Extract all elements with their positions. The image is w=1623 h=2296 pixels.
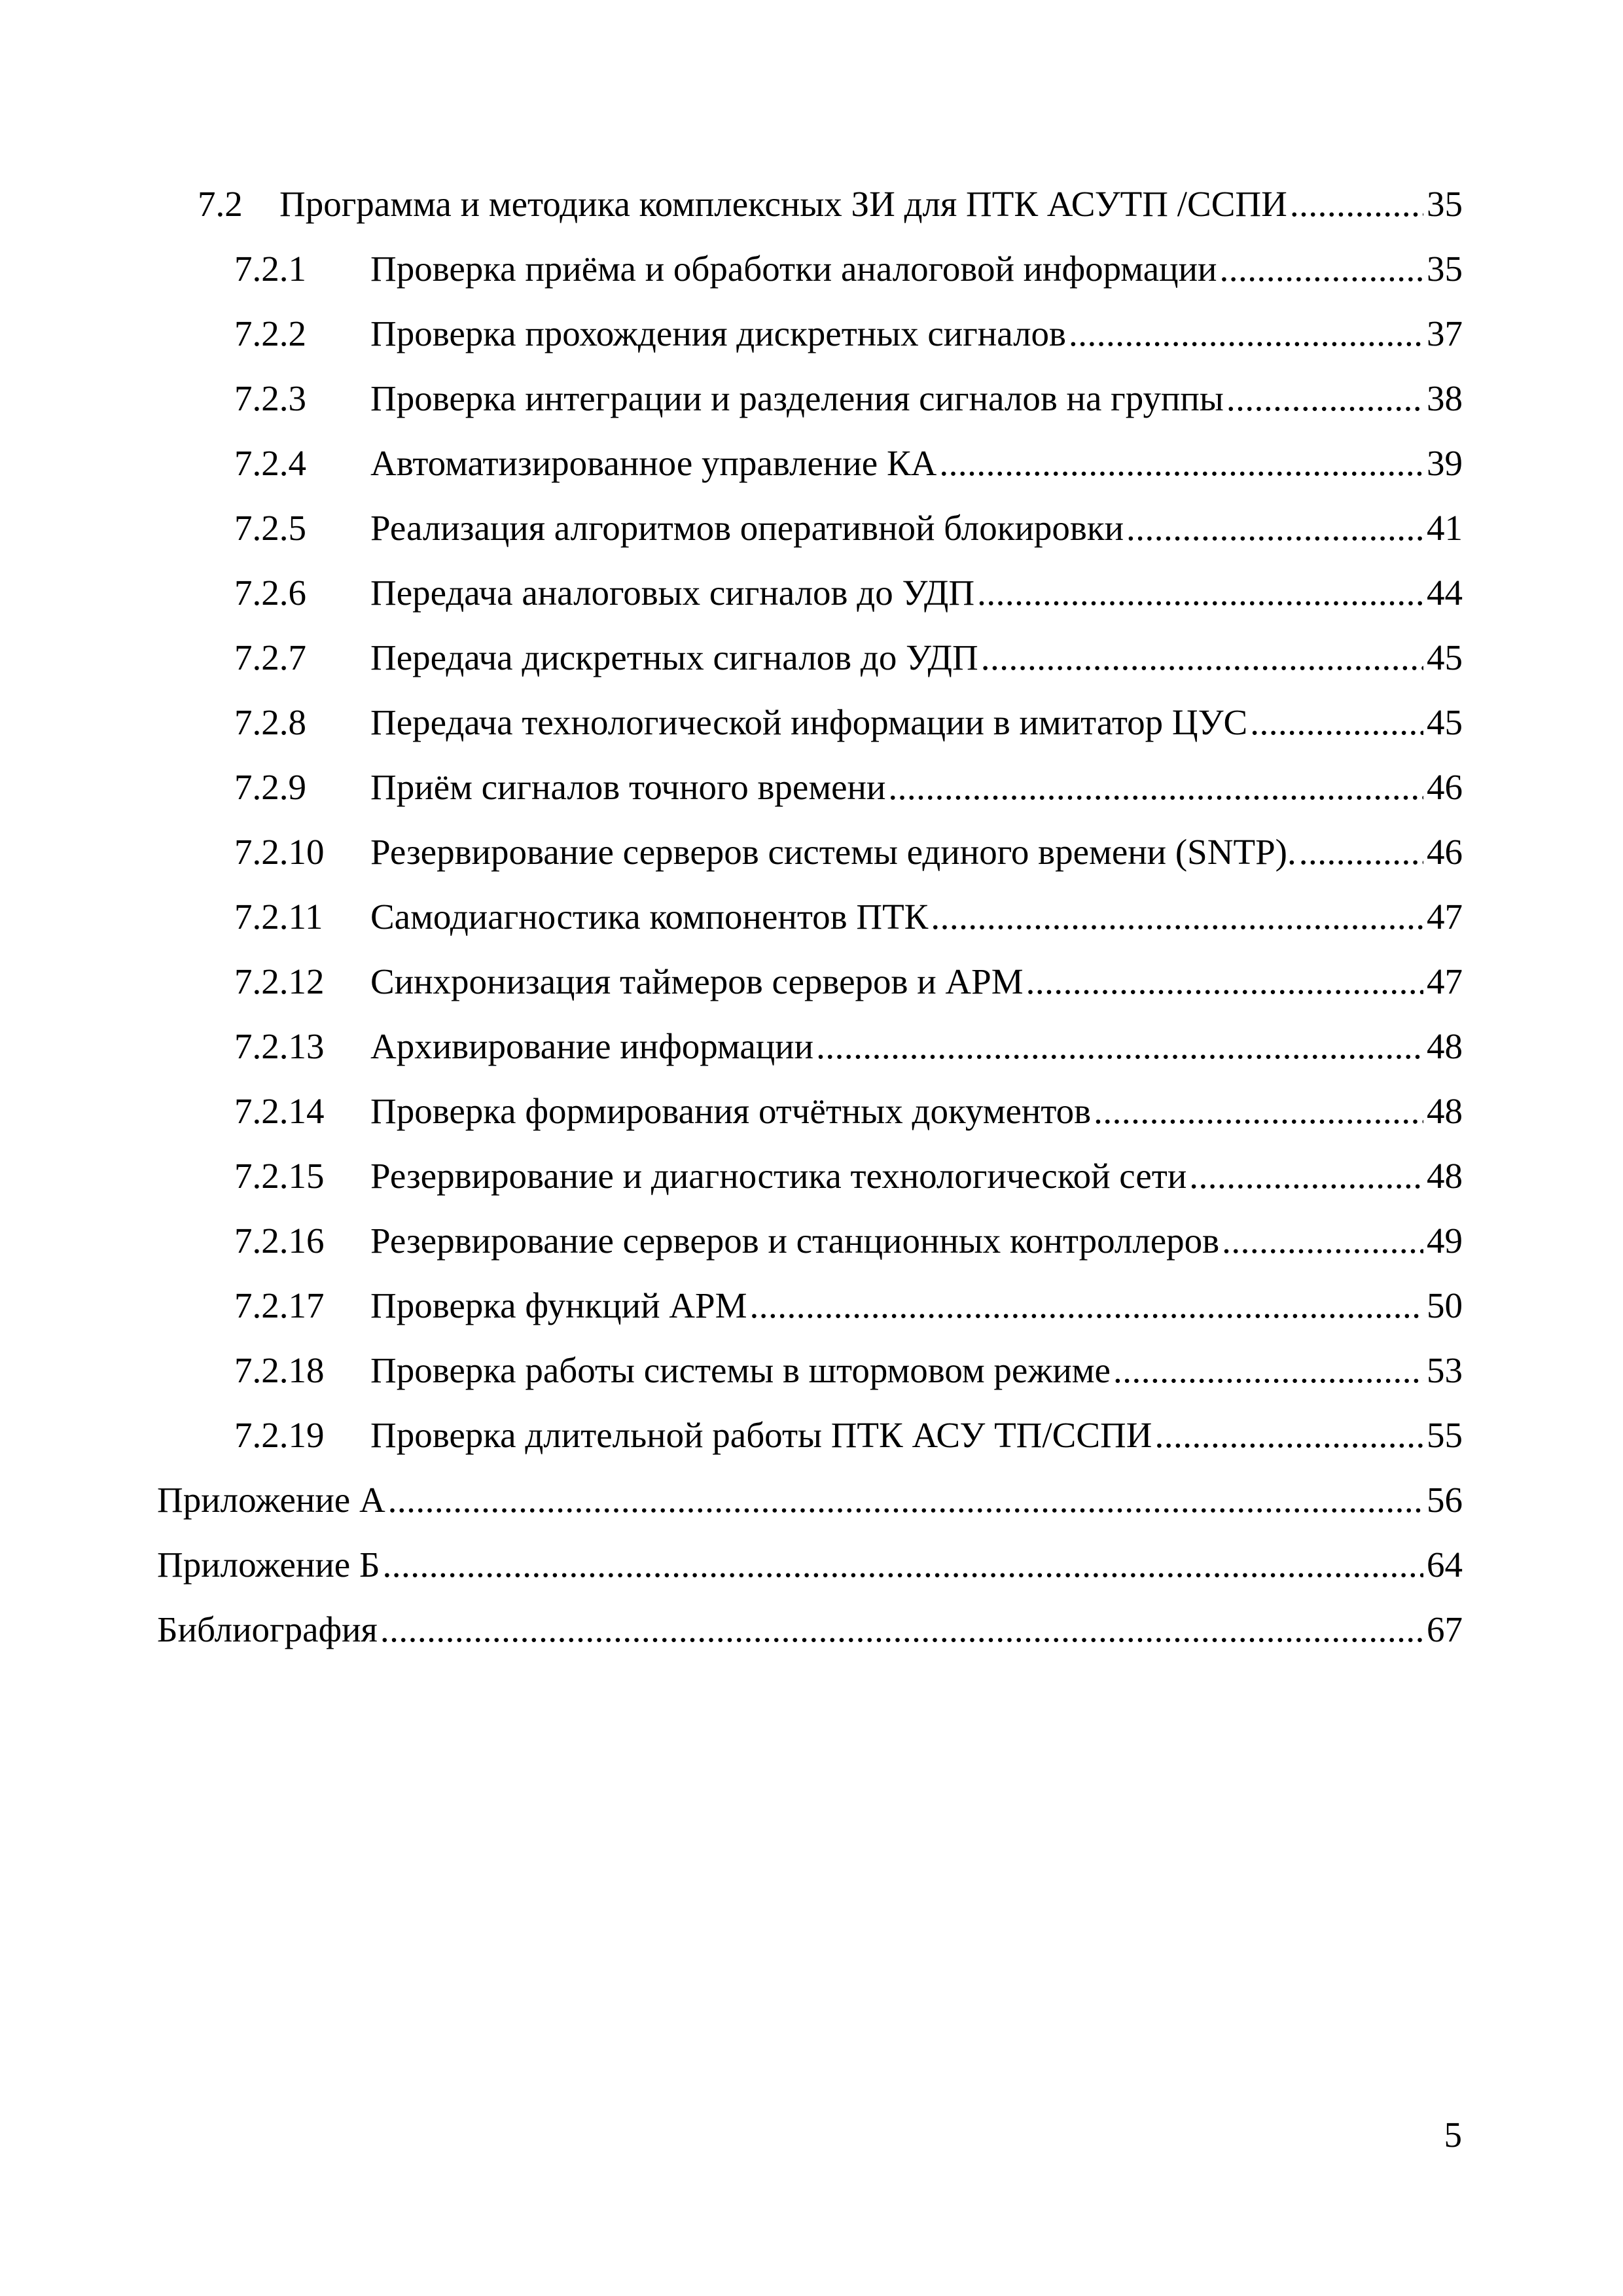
toc-entry-page: 35 xyxy=(1427,184,1463,224)
toc-entry[interactable] xyxy=(157,560,1463,625)
toc-entry-page: 45 xyxy=(1427,637,1463,677)
toc-dot-leader xyxy=(1154,1403,1423,1467)
toc-dot-leader xyxy=(816,1014,1423,1079)
toc-entry[interactable] xyxy=(157,1079,1463,1143)
toc-dot-leader xyxy=(1126,495,1423,560)
toc-entry-page: 48 xyxy=(1427,1156,1463,1196)
toc-entry-number: 7.2.5 xyxy=(234,508,306,548)
toc-entry[interactable] xyxy=(157,366,1463,431)
toc-entry[interactable] xyxy=(157,1208,1463,1273)
toc-entry-page: 38 xyxy=(1427,378,1463,418)
toc-entry-number: 7.2.19 xyxy=(234,1415,325,1455)
toc-entry-page: 37 xyxy=(1427,314,1463,353)
toc-entry[interactable] xyxy=(157,1273,1463,1338)
toc-entry-title: Резервирование и диагностика технологической сети xyxy=(370,1156,1187,1196)
toc-entry-number: 7.2.10 xyxy=(234,832,325,872)
toc-entry-page: 64 xyxy=(1427,1545,1463,1585)
toc-entry-number: 7.2.16 xyxy=(234,1221,325,1261)
toc-entry-number: 7.2.4 xyxy=(234,443,306,483)
toc-entry-number: 7.2.3 xyxy=(234,378,306,418)
toc-entry-page: 48 xyxy=(1427,1091,1463,1131)
toc-entry-title: Передача аналоговых сигналов до УДП xyxy=(370,573,975,613)
toc-entry-number: 7.2.18 xyxy=(234,1350,325,1390)
toc-entry-page: 47 xyxy=(1427,961,1463,1001)
toc-dot-leader xyxy=(388,1467,1423,1532)
toc-entry[interactable] xyxy=(157,625,1463,690)
toc-dot-leader xyxy=(383,1532,1423,1597)
toc-entry-page: 45 xyxy=(1427,702,1463,742)
toc-dot-leader xyxy=(977,560,1423,625)
toc-entry-title: Проверка формирования отчётных документов xyxy=(370,1091,1092,1131)
toc-entry-number: 7.2.15 xyxy=(234,1156,325,1196)
toc-dot-leader xyxy=(750,1273,1423,1338)
toc-dot-leader xyxy=(1226,366,1423,431)
toc-entry-title: Проверка приёма и обработки аналоговой информации xyxy=(370,249,1217,289)
toc-dot-leader xyxy=(939,431,1423,495)
toc-entry-number: 7.2.1 xyxy=(234,249,306,289)
toc-entry-title: Проверка интеграции и разделения сигналов на группы xyxy=(370,378,1224,418)
toc-entry-title: Проверка работы системы в штормовом режиме xyxy=(370,1350,1111,1390)
toc-entry-page: 48 xyxy=(1427,1026,1463,1066)
toc-entry-page: 44 xyxy=(1427,573,1463,613)
toc-entry-page: 46 xyxy=(1427,832,1463,872)
toc-entry[interactable] xyxy=(157,1143,1463,1208)
toc-entry-title: Резервирование серверов и станционных контроллеров xyxy=(370,1221,1220,1261)
toc-entry[interactable] xyxy=(157,1532,1463,1597)
table-of-contents xyxy=(157,171,1463,1662)
page-number: 5 xyxy=(1444,2115,1462,2155)
toc-entry[interactable] xyxy=(157,819,1463,884)
toc-entry-page: 39 xyxy=(1427,443,1463,483)
toc-entry-number: 7.2.8 xyxy=(234,702,306,742)
toc-entry-number: 7.2.14 xyxy=(234,1091,325,1131)
toc-entry-page: 53 xyxy=(1427,1350,1463,1390)
toc-entry-page: 41 xyxy=(1427,508,1463,548)
toc-entry-page: 47 xyxy=(1427,897,1463,937)
toc-dot-leader xyxy=(1299,819,1423,884)
toc-dot-leader xyxy=(1222,1208,1423,1273)
toc-entry-number: 7.2.2 xyxy=(234,314,306,353)
toc-dot-leader xyxy=(1069,301,1423,366)
toc-entry[interactable] xyxy=(157,431,1463,495)
toc-entry[interactable] xyxy=(157,236,1463,301)
toc-entry[interactable] xyxy=(157,1467,1463,1532)
toc-entry-page: 46 xyxy=(1427,767,1463,807)
toc-entry[interactable] xyxy=(157,301,1463,366)
toc-entry-page: 35 xyxy=(1427,249,1463,289)
toc-dot-leader xyxy=(1189,1143,1423,1208)
toc-entry-title: Приём сигналов точного времени xyxy=(370,767,886,807)
toc-entry-title: Программа и методика комплексных ЗИ для ПТК АСУТП /ССПИ xyxy=(279,184,1287,224)
toc-dot-leader xyxy=(1026,949,1423,1014)
toc-entry-title: Приложение Б xyxy=(157,1545,380,1585)
toc-entry-title: Автоматизированное управление КА xyxy=(370,443,937,483)
toc-entry-number: 7.2.11 xyxy=(234,897,323,937)
toc-entry-number: 7.2.17 xyxy=(234,1285,325,1325)
toc-entry[interactable] xyxy=(157,884,1463,949)
toc-entry-number: 7.2.13 xyxy=(234,1026,325,1066)
toc-entry[interactable] xyxy=(157,1597,1463,1662)
toc-dot-leader xyxy=(1113,1338,1423,1403)
toc-entry-page: 67 xyxy=(1427,1609,1463,1649)
toc-entry-title: Проверка прохождения дискретных сигналов xyxy=(370,314,1067,353)
toc-entry-title: Резервирование серверов системы единого времени (SNTP). xyxy=(370,832,1296,872)
toc-entry-number: 7.2.12 xyxy=(234,961,325,1001)
toc-entry-number: 7.2.6 xyxy=(234,573,306,613)
toc-entry-title: Проверка функций АРМ xyxy=(370,1285,747,1325)
toc-entry-number: 7.2 xyxy=(198,184,243,224)
toc-entry[interactable] xyxy=(157,1014,1463,1079)
toc-entry-number: 7.2.7 xyxy=(234,637,306,677)
toc-dot-leader xyxy=(981,625,1423,690)
toc-dot-leader xyxy=(931,884,1423,949)
toc-dot-leader xyxy=(888,755,1423,819)
toc-entry-page: 56 xyxy=(1427,1480,1463,1520)
toc-entry[interactable] xyxy=(157,1403,1463,1467)
toc-entry-title: Самодиагностика компонентов ПТК xyxy=(370,897,929,937)
toc-entry-title: Архивирование информации xyxy=(370,1026,814,1066)
toc-entry[interactable] xyxy=(157,1338,1463,1403)
toc-dot-leader xyxy=(1250,690,1423,755)
toc-entry-page: 49 xyxy=(1427,1221,1463,1261)
toc-entry-page: 50 xyxy=(1427,1285,1463,1325)
toc-dot-leader xyxy=(1290,171,1423,236)
toc-dot-leader xyxy=(1094,1079,1423,1143)
toc-entry-title: Приложение А xyxy=(157,1480,385,1520)
toc-entry[interactable] xyxy=(157,949,1463,1014)
toc-entry-title: Передача дискретных сигналов до УДП xyxy=(370,637,978,677)
toc-entry-title: Библиография xyxy=(157,1609,378,1649)
toc-entry-page: 55 xyxy=(1427,1415,1463,1455)
toc-entry-number: 7.2.9 xyxy=(234,767,306,807)
toc-dot-leader xyxy=(1219,236,1423,301)
toc-entry-title: Реализация алгоритмов оперативной блокировки xyxy=(370,508,1124,548)
toc-entry-title: Передача технологической информации в имитатор ЦУС xyxy=(370,702,1248,742)
toc-entry[interactable] xyxy=(157,171,1463,236)
toc-entry-title: Проверка длительной работы ПТК АСУ ТП/ССПИ xyxy=(370,1415,1152,1455)
toc-entry-title: Синхронизация таймеров серверов и АРМ xyxy=(370,961,1024,1001)
toc-entry[interactable] xyxy=(157,495,1463,560)
toc-dot-leader xyxy=(380,1597,1423,1662)
toc-entry[interactable] xyxy=(157,755,1463,819)
toc-entry[interactable] xyxy=(157,690,1463,755)
